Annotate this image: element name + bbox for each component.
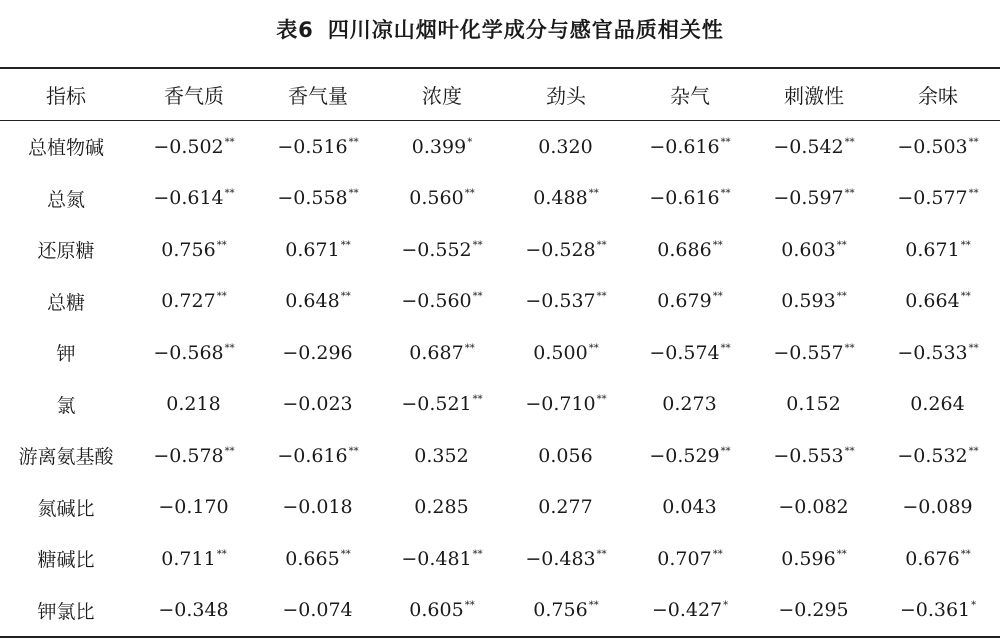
significance-mark: **: [960, 548, 971, 560]
correlation-value: −0.577: [897, 187, 968, 210]
value-cell: [380, 121, 504, 173]
value-cell: [256, 482, 380, 534]
header-cell: 香气质: [132, 68, 256, 121]
significance-mark: **: [968, 188, 979, 200]
correlation-value: −0.616: [649, 135, 720, 158]
significance-mark: **: [844, 445, 855, 457]
correlation-value: −0.170: [158, 496, 229, 519]
significance-mark: **: [712, 239, 723, 251]
significance-mark: **: [216, 291, 227, 303]
table-header: [0, 68, 1000, 121]
significance-mark: **: [968, 342, 979, 354]
correlation-value: 0.320: [538, 135, 593, 158]
correlation-value: −0.553: [773, 444, 844, 467]
correlation-value: −0.528: [525, 238, 596, 261]
correlation-value: −0.089: [902, 496, 973, 519]
correlation-value: −0.552: [401, 238, 472, 261]
correlation-value: −0.568: [153, 341, 224, 364]
correlation-value: 0.152: [786, 393, 841, 416]
correlation-value: −0.348: [158, 599, 229, 622]
correlation-value: 0.500: [533, 341, 588, 364]
value-cell: [628, 430, 752, 482]
correlation-value: 0.352: [414, 444, 469, 467]
correlation-value: −0.502: [153, 135, 224, 158]
table-number: 表6: [276, 18, 314, 42]
correlation-value: −0.082: [778, 496, 849, 519]
significance-mark: **: [348, 188, 359, 200]
value-cell: [256, 327, 380, 379]
correlation-value: −0.616: [277, 444, 348, 467]
value-cell: [132, 379, 256, 431]
row-label: 总糖: [46, 291, 85, 314]
significance-mark: **: [720, 136, 731, 148]
correlation-value: −0.533: [897, 341, 968, 364]
correlation-value: 0.756: [533, 599, 588, 622]
significance-mark: **: [596, 239, 607, 251]
significance-mark: **: [348, 445, 359, 457]
significance-mark: **: [844, 188, 855, 200]
row-label: 总植物碱: [27, 137, 104, 160]
significance-mark: **: [340, 548, 351, 560]
correlation-value: 0.593: [781, 290, 836, 313]
correlation-value: −0.578: [153, 444, 224, 467]
correlation-value: −0.018: [282, 496, 353, 519]
significance-mark: **: [588, 600, 599, 612]
value-cell: [256, 276, 380, 328]
correlation-value: 0.727: [161, 290, 216, 313]
significance-mark: **: [340, 239, 351, 251]
table-row: [0, 533, 1000, 585]
correlation-value: −0.558: [277, 187, 348, 210]
value-cell: [504, 224, 628, 276]
significance-mark: **: [224, 445, 235, 457]
value-cell: [876, 533, 1000, 585]
value-cell: [752, 327, 876, 379]
correlation-value: −0.361: [899, 599, 971, 622]
correlation-value: 0.665: [285, 547, 340, 570]
value-cell: [380, 482, 504, 534]
value-cell: [628, 121, 752, 173]
value-cell: [876, 327, 1000, 379]
correlation-value: −0.529: [649, 444, 720, 467]
value-cell: [256, 224, 380, 276]
header-cell: 刺激性: [752, 68, 876, 121]
correlation-value: −0.427: [651, 599, 723, 622]
correlation-value: 0.277: [538, 496, 593, 519]
value-cell: [752, 585, 876, 638]
value-cell: [752, 430, 876, 482]
header-cell: 香气量: [256, 68, 380, 121]
value-cell: [380, 533, 504, 585]
value-cell: [504, 276, 628, 328]
table-row: [0, 173, 1000, 225]
value-cell: [380, 173, 504, 225]
correlation-value: −0.521: [401, 393, 472, 416]
correlation-value: 0.671: [905, 238, 960, 261]
correlation-value: −0.616: [649, 187, 720, 210]
correlation-value: −0.710: [525, 393, 596, 416]
value-cell: [132, 276, 256, 328]
value-cell: [380, 585, 504, 638]
significance-mark: **: [596, 394, 607, 406]
significance-mark: **: [472, 239, 483, 251]
correlation-value: −0.597: [773, 187, 844, 210]
correlation-value: 0.756: [161, 238, 216, 261]
significance-mark: **: [836, 548, 847, 560]
correlation-value: 0.707: [657, 547, 712, 570]
significance-mark: **: [216, 239, 227, 251]
significance-mark: **: [968, 136, 979, 148]
header-cell: 余味: [876, 68, 1000, 121]
value-cell: [380, 224, 504, 276]
correlation-value: −0.557: [773, 341, 844, 364]
value-cell: [504, 327, 628, 379]
correlation-value: −0.481: [401, 547, 472, 570]
significance-mark: **: [472, 291, 483, 303]
header-cell: 劲头: [504, 68, 628, 121]
row-label: 糖碱比: [37, 549, 95, 572]
significance-mark: **: [588, 342, 599, 354]
value-cell: [628, 327, 752, 379]
significance-mark: **: [224, 188, 235, 200]
correlation-value: 0.605: [409, 599, 464, 622]
significance-mark: **: [836, 291, 847, 303]
value-cell: [132, 533, 256, 585]
correlation-value: 0.218: [166, 393, 221, 416]
correlation-value: −0.023: [282, 393, 353, 416]
significance-mark: *: [723, 600, 729, 612]
correlation-value: 0.560: [409, 187, 464, 210]
significance-mark: **: [464, 188, 475, 200]
value-cell: [752, 533, 876, 585]
table-title: [0, 14, 1000, 44]
value-cell: [876, 379, 1000, 431]
correlation-value: −0.074: [282, 599, 353, 622]
row-label: 游离氨基酸: [18, 446, 114, 469]
value-cell: [876, 224, 1000, 276]
value-cell: [504, 379, 628, 431]
table-row: [0, 327, 1000, 379]
significance-mark: **: [596, 291, 607, 303]
value-cell: [504, 173, 628, 225]
value-cell: [504, 533, 628, 585]
significance-mark: **: [224, 342, 235, 354]
value-cell: [380, 327, 504, 379]
significance-mark: **: [464, 342, 475, 354]
value-cell: [504, 585, 628, 638]
value-cell: [132, 173, 256, 225]
value-cell: [876, 585, 1000, 638]
value-cell: [132, 121, 256, 173]
correlation-value: 0.679: [657, 290, 712, 313]
correlation-value: −0.542: [773, 135, 844, 158]
value-cell: [256, 379, 380, 431]
correlation-value: −0.537: [525, 290, 596, 313]
row-label: 钾氯比: [0, 585, 132, 638]
value-cell: [628, 533, 752, 585]
significance-mark: **: [960, 291, 971, 303]
correlation-value: 0.596: [781, 547, 836, 570]
value-cell: [504, 121, 628, 173]
correlation-value: 0.285: [414, 496, 469, 519]
value-cell: [876, 482, 1000, 534]
correlation-value: 0.264: [910, 393, 965, 416]
header-cell: 指标: [0, 68, 132, 121]
correlation-value: 0.686: [657, 238, 712, 261]
value-cell: [132, 224, 256, 276]
significance-mark: **: [472, 548, 483, 560]
row-label: 钾: [56, 343, 76, 366]
correlation-value: −0.503: [897, 135, 968, 158]
correlation-value: 0.043: [662, 496, 717, 519]
significance-mark: **: [712, 291, 723, 303]
value-cell: [752, 482, 876, 534]
significance-mark: **: [340, 291, 351, 303]
significance-mark: *: [971, 600, 977, 612]
correlation-value: −0.532: [897, 444, 968, 467]
value-cell: [752, 379, 876, 431]
correlation-value: −0.296: [282, 341, 353, 364]
correlation-value: 0.488: [533, 187, 588, 210]
significance-mark: *: [467, 136, 473, 148]
correlation-value: 0.664: [905, 290, 960, 313]
value-cell: [132, 482, 256, 534]
value-cell: [132, 327, 256, 379]
significance-mark: **: [712, 548, 723, 560]
value-cell: [380, 430, 504, 482]
correlation-value: 0.648: [285, 290, 340, 313]
value-cell: [132, 585, 256, 638]
value-cell: [628, 276, 752, 328]
correlation-value: −0.295: [778, 599, 849, 622]
significance-mark: **: [588, 188, 599, 200]
significance-mark: **: [720, 188, 731, 200]
table-row: [0, 430, 1000, 482]
significance-mark: **: [720, 445, 731, 457]
correlation-value: 0.603: [781, 238, 836, 261]
significance-mark: **: [844, 342, 855, 354]
value-cell: [628, 224, 752, 276]
table-row: [0, 224, 1000, 276]
significance-mark: **: [596, 548, 607, 560]
header-cell: 杂气: [628, 68, 752, 121]
header-row: [0, 68, 1000, 121]
value-cell: [876, 276, 1000, 328]
value-cell: [256, 533, 380, 585]
value-cell: [256, 173, 380, 225]
significance-mark: **: [224, 136, 235, 148]
correlation-value: 0.273: [662, 393, 717, 416]
significance-mark: **: [348, 136, 359, 148]
correlation-table: [0, 67, 1000, 638]
value-cell: [380, 379, 504, 431]
value-cell: [628, 173, 752, 225]
table-row: [0, 121, 1000, 173]
significance-mark: **: [720, 342, 731, 354]
significance-mark: **: [836, 239, 847, 251]
value-cell: [752, 121, 876, 173]
value-cell: [504, 482, 628, 534]
correlation-value: −0.483: [525, 547, 596, 570]
value-cell: [752, 276, 876, 328]
value-cell: [380, 276, 504, 328]
row-label: 氯: [56, 394, 76, 417]
correlation-value: 0.711: [161, 547, 216, 570]
correlation-value: −0.614: [153, 187, 224, 210]
significance-mark: **: [844, 136, 855, 148]
correlation-value: 0.676: [905, 547, 960, 570]
value-cell: [628, 585, 752, 638]
correlation-value: −0.560: [401, 290, 472, 313]
correlation-value: 0.687: [409, 341, 464, 364]
value-cell: [256, 121, 380, 173]
table-caption: 四川凉山烟叶化学成分与感官品质相关性: [327, 18, 724, 42]
row-label: 总氮: [46, 188, 85, 211]
significance-mark: **: [472, 394, 483, 406]
correlation-value: 0.399: [411, 135, 467, 158]
table-row: [0, 379, 1000, 431]
value-cell: [752, 173, 876, 225]
significance-mark: **: [464, 600, 475, 612]
value-cell: [628, 482, 752, 534]
value-cell: [132, 430, 256, 482]
header-cell: 浓度: [380, 68, 504, 121]
value-cell: [876, 173, 1000, 225]
value-cell: [752, 224, 876, 276]
value-cell: [628, 379, 752, 431]
value-cell: [876, 430, 1000, 482]
value-cell: [256, 585, 380, 638]
table-row: [0, 585, 1000, 638]
significance-mark: **: [216, 548, 227, 560]
value-cell: [256, 430, 380, 482]
significance-mark: **: [968, 445, 979, 457]
correlation-value: −0.574: [649, 341, 720, 364]
table-row: [0, 276, 1000, 328]
value-cell: [876, 121, 1000, 173]
correlation-value: −0.516: [277, 135, 348, 158]
table-row: [0, 482, 1000, 534]
row-label: 氮碱比: [37, 497, 95, 520]
row-label: 还原糖: [37, 240, 95, 263]
value-cell: [504, 430, 628, 482]
table-body: [0, 121, 1000, 638]
correlation-value: 0.671: [285, 238, 340, 261]
significance-mark: **: [960, 239, 971, 251]
correlation-value: 0.056: [538, 444, 593, 467]
